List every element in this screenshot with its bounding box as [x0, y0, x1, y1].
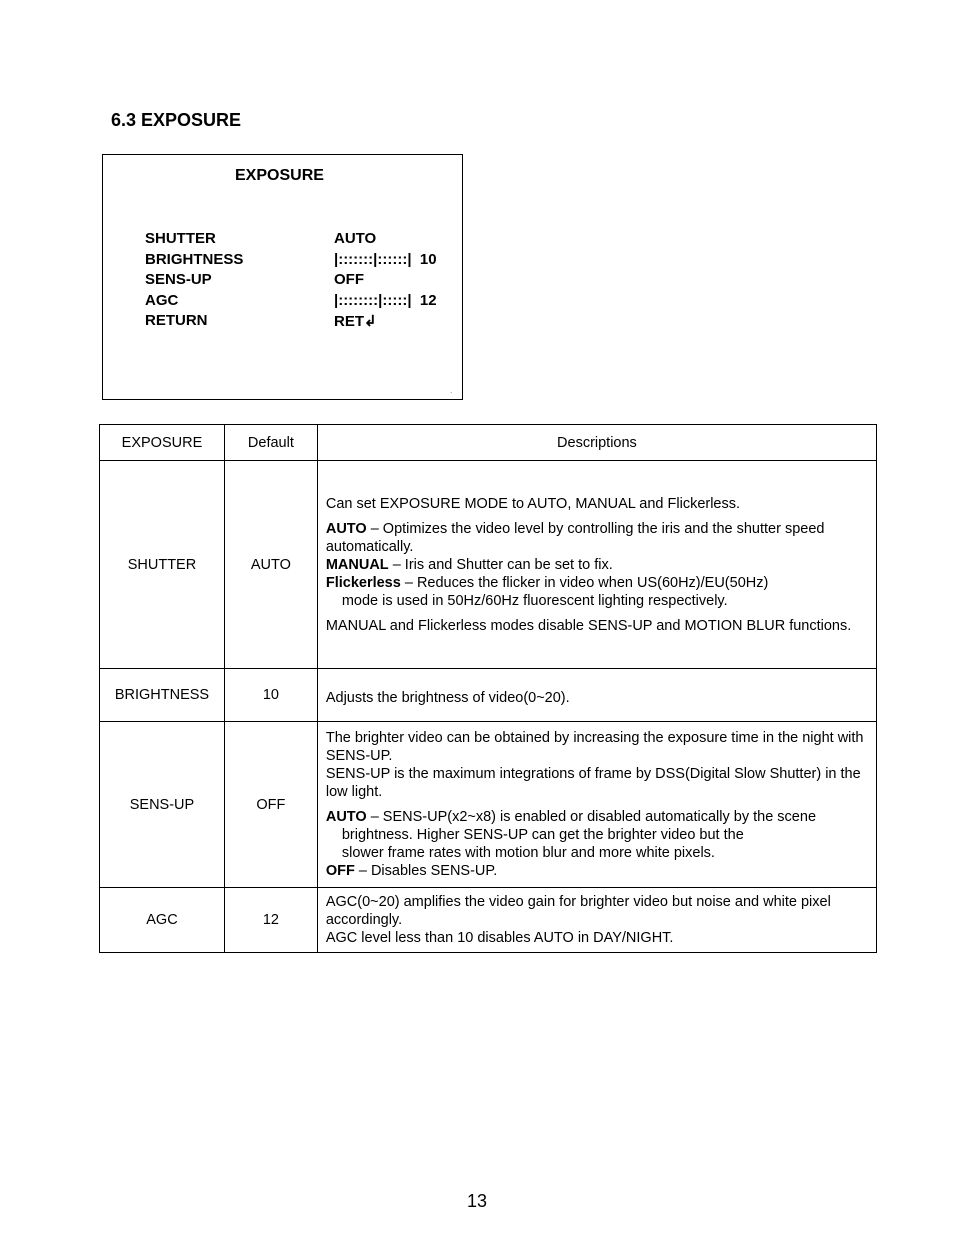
osd-label: BRIGHTNESS — [145, 251, 244, 268]
osd-value: RET↲ — [334, 313, 377, 330]
text: – Iris and Shutter can be set to fix. — [388, 556, 613, 573]
sensup-line1: The brighter video can be obtained by increasing the exposure time in the night with SENS-UP. — [325, 730, 864, 764]
osd-label: AGC — [145, 292, 179, 309]
sensup-auto — [326, 808, 868, 826]
osd-row-agc — [145, 292, 445, 312]
osd-value: |:::::::|::::::| 10 — [334, 251, 437, 268]
osd-row-brightness — [145, 251, 445, 271]
cell-name: SENS-UP — [100, 722, 225, 888]
term: AUTO — [325, 809, 367, 825]
shutter-flickerless — [326, 574, 868, 592]
sensup-line2: SENS-UP is the maximum integrations of frame by DSS(Digital Slow Shutter) in the low light. — [325, 766, 861, 800]
sensup-auto-cont2: slower frame rates with motion blur and more white pixels. — [341, 845, 715, 861]
osd-row-return — [145, 312, 445, 332]
osd-row-shutter — [145, 230, 445, 250]
table-row-shutter — [100, 461, 877, 669]
agc-line2: AGC level less than 10 disables AUTO in DAY/NIGHT. — [325, 930, 674, 946]
osd-row-sensup — [145, 271, 445, 291]
text: – SENS-UP(x2~x8) is enabled or disabled automatically by the scene — [366, 809, 817, 825]
exposure-table — [99, 424, 877, 953]
cell-default: 12 — [224, 888, 317, 953]
table-row-agc — [100, 888, 877, 953]
cell-default: 10 — [224, 669, 317, 722]
shutter-auto — [326, 520, 868, 556]
shutter-flickerless-cont: mode is used in 50Hz/60Hz fluorescent lighting respectively. — [341, 592, 728, 609]
cell-description — [317, 722, 876, 888]
table-row-sensup — [100, 722, 877, 888]
header-exposure: EXPOSURE — [100, 425, 225, 461]
term: OFF — [325, 863, 355, 879]
osd-corner-mark: . — [450, 389, 452, 395]
cell-description: Adjusts the brightness of video(0~20). — [317, 669, 876, 722]
term: AUTO — [325, 520, 367, 537]
text: – Reduces the flicker in video when US(60Hz)/EU(50Hz) — [400, 574, 769, 591]
shutter-intro: Can set EXPOSURE MODE to AUTO, MANUAL and Flickerless. — [325, 495, 741, 512]
term: MANUAL — [325, 556, 389, 573]
cell-description — [317, 888, 876, 953]
header-descriptions: Descriptions — [317, 425, 876, 461]
shutter-note: MANUAL and Flickerless modes disable SENS-UP and MOTION BLUR functions. — [325, 617, 852, 634]
table-header-row — [100, 425, 877, 461]
osd-value: |::::::::|:::::| 12 — [334, 292, 437, 309]
agc-line1: AGC(0~20) amplifies the video gain for brighter video but noise and white pixel accordingly. — [325, 894, 831, 928]
osd-menu-box — [102, 154, 463, 400]
text: – Optimizes the video level by controlling the iris and the shutter speed automatically. — [325, 520, 825, 555]
osd-label: SENS-UP — [145, 271, 212, 288]
text: – Disables SENS-UP. — [354, 863, 498, 879]
shutter-manual — [326, 556, 868, 574]
header-default: Default — [224, 425, 317, 461]
cell-description — [317, 461, 876, 669]
osd-value: AUTO — [334, 230, 377, 247]
osd-title: EXPOSURE — [235, 167, 324, 184]
cell-default: AUTO — [224, 461, 317, 669]
section-title: 6.3 EXPOSURE — [111, 110, 242, 130]
osd-label: RETURN — [145, 312, 208, 329]
osd-label: SHUTTER — [145, 230, 216, 247]
cell-name: AGC — [100, 888, 225, 953]
cell-name: SHUTTER — [100, 461, 225, 669]
sensup-auto-cont: brightness. Higher SENS-UP can get the brighter video but the — [341, 827, 744, 843]
osd-value: OFF — [334, 271, 364, 288]
cell-default: OFF — [224, 722, 317, 888]
term: Flickerless — [325, 574, 401, 591]
cell-name: BRIGHTNESS — [100, 669, 225, 722]
sensup-off — [326, 862, 868, 880]
page-number: 13 — [466, 1191, 488, 1211]
table-row-brightness — [100, 669, 877, 722]
